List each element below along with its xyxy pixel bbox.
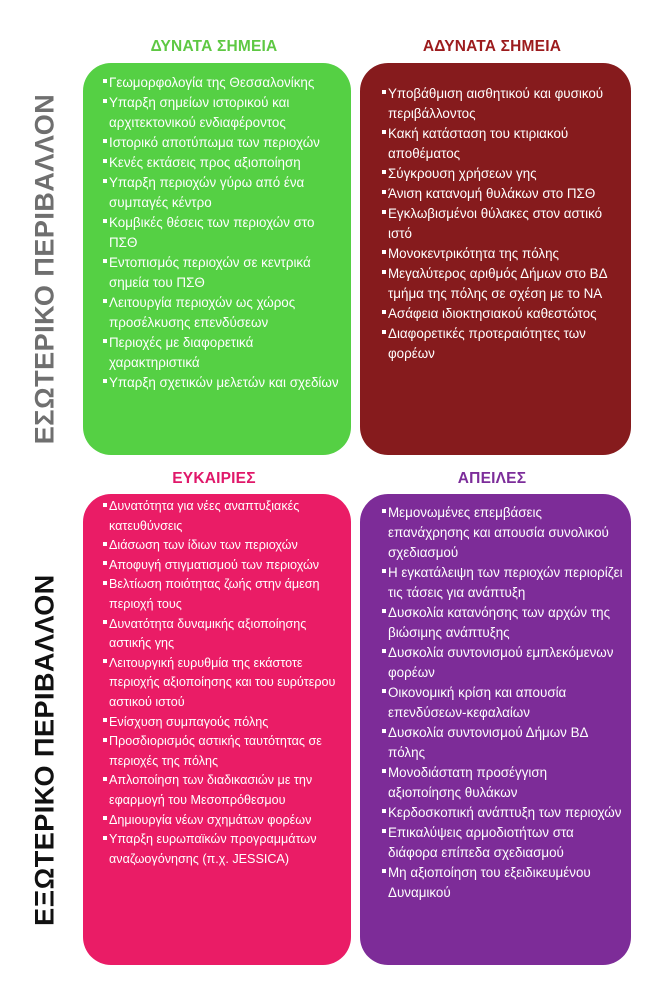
- list-item: Εγκλωβισμένοι θύλακες στον αστικό ιστό: [382, 204, 623, 244]
- list-item: Δυνατότητα δυναμικής αξιοποίησης αστικής γης: [103, 615, 343, 654]
- list-item: Ενίσχυση συμπαγούς πόλης: [103, 713, 343, 733]
- list-item: Βελτίωση ποιότητας ζωής στην άμεση περιοχή τους: [103, 575, 343, 614]
- weaknesses-box: [360, 63, 631, 455]
- weaknesses-title: ΑΔΥΝΑΤΑ ΣΗΜΕΙΑ: [422, 38, 562, 55]
- list-item: Υπαρξη ευρωπαϊκών προγραμμάτων αναζωογόνησης (π.χ. JESSICA): [103, 830, 343, 869]
- opportunities-title: ΕΥΚΑΙΡΙΕΣ: [172, 470, 256, 487]
- list-item: Απλοποίηση των διαδικασιών με την εφαρμογή του Μεσοπρόθεσμου: [103, 771, 343, 810]
- list-item: Μεγαλύτερος αριθμός Δήμων στο ΒΔ τμήμα της πόλης σε σχέση με το ΝΑ: [382, 264, 623, 304]
- list-item: Δυσκολία συντονισμού Δήμων ΒΔ πόλης: [382, 723, 623, 763]
- list-item: Ασάφεια ιδιοκτησιακού καθεστώτος: [382, 304, 623, 324]
- strengths-list: [83, 63, 351, 393]
- list-item: Προσδιορισμός αστικής ταυτότητας σε περιοχές της πόλης: [103, 732, 343, 771]
- list-item: Υπαρξη σημείων ιστορικού και αρχιτεκτονικού ενδιαφέροντος: [103, 93, 341, 133]
- list-item: Κομβικές θέσεις των περιοχών στο ΠΣΘ: [103, 213, 341, 253]
- list-item: Κενές εκτάσεις προς αξιοποίηση: [103, 153, 341, 173]
- list-item: Σύγκρουση χρήσεων γης: [382, 164, 623, 184]
- list-item: Υποβάθμιση αισθητικού και φυσικού περιβάλλοντος: [382, 84, 623, 124]
- list-item: Άνιση κατανομή θυλάκων στο ΠΣΘ: [382, 184, 623, 204]
- list-item: Μεμονωμένες επεμβάσεις επανάχρησης και απουσία συνολικού σχεδιασμού: [382, 503, 623, 563]
- list-item: Αποφυγή στιγματισμού των περιοχών: [103, 556, 343, 576]
- list-item: Εντοπισμός περιοχών σε κεντρικά σημεία του ΠΣΘ: [103, 253, 341, 293]
- list-item: Λειτουργική ευρυθμία της εκάστοτε περιοχής αξιοποίησης και του ευρύτερου αστικού ιστού: [103, 654, 343, 713]
- list-item: Υπαρξη σχετικών μελετών και σχεδίων: [103, 373, 341, 393]
- list-item: Ιστορικό αποτύπωμα των περιοχών: [103, 133, 341, 153]
- list-item: Η εγκατάλειψη των περιοχών περιορίζει τις τάσεις για ανάπτυξη: [382, 563, 623, 603]
- external-environment-label: ΕΞΩΤΕΡΙΚΟ ΠΕΡΙΒΑΛΛΟΝ: [29, 574, 60, 926]
- list-item: Υπαρξη περιοχών γύρω από ένα συμπαγές κέντρο: [103, 173, 341, 213]
- list-item: Διάσωση των ίδιων των περιοχών: [103, 536, 343, 556]
- list-item: Οικονομική κρίση και απουσία επενδύσεων-κεφαλαίων: [382, 683, 623, 723]
- opportunities-list: [83, 494, 351, 869]
- list-item: Δυνατότητα για νέες αναπτυξιακές κατευθύνσεις: [103, 497, 343, 536]
- list-item: Διαφορετικές προτεραιότητες των φορέων: [382, 324, 623, 364]
- internal-environment-label: ΕΣΩΤΕΡΙΚΟ ΠΕΡΙΒΑΛΛΟΝ: [29, 93, 60, 445]
- list-item: Λειτουργία περιοχών ως χώρος προσέλκυσης επενδύσεων: [103, 293, 341, 333]
- list-item: Δυσκολία κατανόησης των αρχών της βιώσιμης ανάπτυξης: [382, 603, 623, 643]
- list-item: Δημιουργία νέων σχημάτων φορέων: [103, 811, 343, 831]
- strengths-box: [83, 63, 351, 455]
- opportunities-box: [83, 494, 351, 965]
- list-item: Επικαλύψεις αρμοδιοτήτων στα διάφορα επίπεδα σχεδιασμού: [382, 823, 623, 863]
- threats-title: ΑΠΕΙΛΕΣ: [457, 470, 527, 487]
- strengths-title: ΔΥΝΑΤΑ ΣΗΜΕΙΑ: [150, 38, 278, 55]
- threats-box: [360, 494, 631, 965]
- weaknesses-list: [360, 63, 631, 364]
- list-item: Μονοδιάστατη προσέγγιση αξιοποίησης θυλάκων: [382, 763, 623, 803]
- list-item: Μονοκεντρικότητα της πόλης: [382, 244, 623, 264]
- list-item: Μη αξιοποίηση του εξειδικευμένου Δυναμικού: [382, 863, 623, 903]
- list-item: Γεωμορφολογία της Θεσσαλονίκης: [103, 73, 341, 93]
- list-item: Περιοχές με διαφορετικά χαρακτηριστικά: [103, 333, 341, 373]
- list-item: Κερδοσκοπική ανάπτυξη των περιοχών: [382, 803, 623, 823]
- list-item: Κακή κατάσταση του κτιριακού αποθέματος: [382, 124, 623, 164]
- list-item: Δυσκολία συντονισμού εμπλεκόμενων φορέων: [382, 643, 623, 683]
- threats-list: [360, 494, 631, 903]
